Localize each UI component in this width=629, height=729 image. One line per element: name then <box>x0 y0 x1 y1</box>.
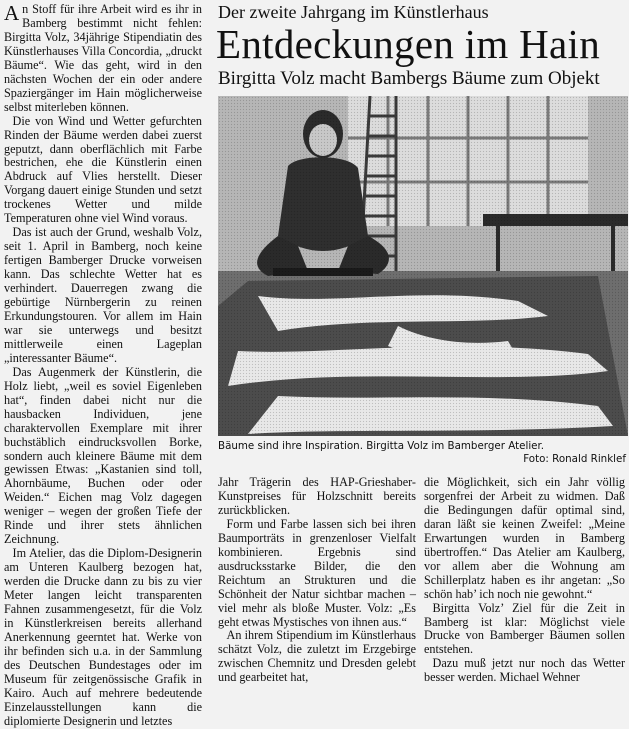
paragraph: Birgitta Volz’ Ziel für die Zeit in Bamberg ist klar: Möglichst viele Drucke von Bamberger Bäumen sollen entstehen. <box>424 600 625 657</box>
photo-caption <box>218 440 626 466</box>
paragraph <box>4 3 202 115</box>
photo-artist-in-studio <box>218 96 628 436</box>
subhead: Birgitta Volz macht Bambergs Bäume zum Objekt <box>218 68 600 89</box>
paragraph: Jahr Trägerin des HAP-Grieshaber-Kunstpreises für Holzschnitt bereits zurückblicken. <box>218 475 416 517</box>
paragraph: Im Atelier, das die Diplom-Designerin am Unteren Kaulberg bezogen hat, werden die Drucke dann zu bis zu vier Meter langen leicht transparenten Fahnen zusammengesetzt, für die Volz in Künstlerkreisen bereits allerhand Anerkennung geerntet hat. Werke von ihr befinden sich u.a. in der Sammlung des Deutschen Bundestages oder im Museum für zeitgenössische Grafik in Kairo. Auch auf mehrere bedeutende Einzelausstellungen kann die diplomierte Designerin und letztes <box>4 546 202 728</box>
article-column-left <box>4 3 202 729</box>
headline: Entdeckungen im Hain <box>216 21 601 67</box>
paragraph: Dazu muß jetzt nur noch das Wetter besser werden. Michael Wehner <box>424 656 625 685</box>
paragraph: Form und Farbe lassen sich bei ihren Baumporträts in grenzenloser Vielfalt kombinieren. Ergebnis sind ausdrucksstarke Bilder, die den Reichtum an Strukturen und die Schönheit der Natur sichtbar machen – viel mehr als bloße Muster. Volz: „Es geht etwas Mystisches von ihnen aus.“ <box>218 516 416 629</box>
paragraph: Die von Wind und Wetter gefurchten Rinden der Bäume werden dabei zuerst geputzt, dann oberflächlich mit Farbe bestrichen, ehe die Künstlerin einen Abdruck auf Vlies herstellt. Dieser Vorgang dauert einige Stunden und setzt trockenes Wetter und milde Temperaturen ohne viel Wind voraus. <box>4 113 202 226</box>
article-column-right <box>424 476 625 685</box>
paragraph-text: n Stoff für ihre Arbeit wird es ihr in Bamberg bestimmt nicht fehlen: Birgitta Volz, 34jährige Stipendiatin des Künstlerhauses Villa Concordia, „druckt Bäume“. Wie das geht, wird in den nächsten Wochen der ein oder andere Spaziergänger im Hain möglicherweise selbst miterleben können. <box>4 2 202 114</box>
photo-image <box>218 96 628 436</box>
caption-text: Bäume sind ihre Inspiration. Birgitta Volz im Bamberger Atelier. <box>218 440 545 452</box>
paragraph: Das ist auch der Grund, weshalb Volz, seit 1. April in Bamberg, noch keine fertigen Bamberger Drucke vorweisen kann. Das schlechte Wetter hat es verhindert. Dauerregen zwang die gebürtige Nürnbergerin zu reinen Erkundungstouren. Vor allem im Hain war sie unterwegs und besitzt mittlerweile einen Lageplan „interessanter Bäume“. <box>4 225 202 365</box>
paragraph: die Möglichkeit, sich ein Jahr völlig sorgenfrei der Arbeit zu widmen. Daß die Bedingungen dafür optimal sind, daran läßt sie keinen Zweifel: „Meine Erwartungen wurden in Bamberg übertroffen.“ Das Atelier am Kaulberg, vor allem aber die Wohnung am Schillerplatz haben es ihr angetan: „So schön hab’ ich noch nie gewohnt.“ <box>424 475 625 601</box>
paragraph: Das Augenmerk der Künstlerin, die Holz liebt, „weil es soviel Eigenleben hat“, finden dabei nicht nur die hausbacken Individuen, jene charaktervollen Exemplare mit ihrer buchstäblich eindrucksvollen Borke, sondern auch kleinere Bäume mit dem gewissen Etwas: „Kastanien sind toll, Ahornbäume, Buchen oder oder Weiden.“ Eichen mag Volz dagegen weniger – wegen der großen Tiefe der Rinde und ihrer stets ähnlichen Zeichnung. <box>4 364 202 547</box>
photo-credit: Foto: Ronald Rinklef <box>523 453 626 465</box>
paragraph: An ihrem Stipendium im Künstlerhaus schätzt Volz, die zuletzt im Erzgebirge zwischen Chemnitz und Dresden gelebt und gearbeitet hat, <box>218 628 416 685</box>
kicker: Der zweite Jahrgang im Künstlerhaus <box>218 2 489 22</box>
article-column-middle <box>218 476 416 685</box>
drop-cap: A <box>4 1 20 25</box>
